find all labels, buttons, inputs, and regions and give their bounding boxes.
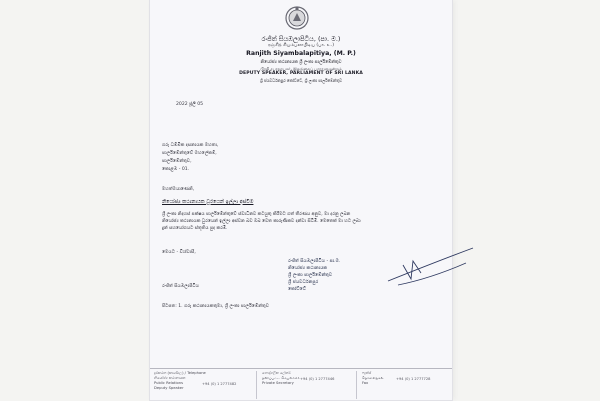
- letter-body: ශ්‍රී ලංකා නිදහස් පක්ෂය පාර්ලිමේන්තුවේ ස්වාධීනව කටයුතු කිරීමට ගත් තීරණය අනුව, මා දරනු ලබන නියෝජ්‍ය කථානායක ධුරයෙන් ඉල්ලා අස්වන බව ඔබ වෙත කාරුණිකව දන්වා සිටිමි. මෙතෙක් මා හට ලබා දුන් සහයෝගයට ස්තූතිය පුද කරමි.: [162, 212, 361, 231]
- footer-divider: [256, 371, 257, 399]
- footer-label: Deputy Speaker: [154, 386, 184, 390]
- salutation: මහත්මයාණෙනි,: [162, 187, 195, 192]
- footer-label: දුරකථන (කාර්යාල) / Telephone: [154, 371, 206, 375]
- recipient-line: පාර්ලිමේන්තුවේ මහලේකම්,: [162, 151, 217, 156]
- footer-label: Public Relations: [154, 381, 184, 385]
- letterhead-name-tamil: ரஞ்சித் சியம்பலாபிடிய (பா. உ.): [267, 43, 335, 48]
- cc-line: පිටපත: 1. ගරු කථානායකතුමා, ශ්‍රී ලංකා පාර්ලිමේන්තුව: [162, 304, 269, 309]
- letterhead-name-sinhala: රංජිත් සියඹලාපිටිය, (පා. ම.): [261, 35, 341, 43]
- recipient-line: ගරු ධම්මික දසනායක මහතා,: [162, 143, 219, 148]
- footer-divider: [356, 371, 357, 399]
- footer-phone: +94 (0) 1 2777446: [300, 377, 335, 381]
- stamp-line: ශ්‍රී ජයවර්ධනපුර: [288, 280, 319, 285]
- footer-label: தொலைநகல்: [362, 376, 384, 380]
- recipient-line: කොළඹ - 01.: [162, 167, 190, 172]
- footer-label: පෞද්ගලික ලේකම්: [262, 371, 291, 375]
- letterhead-address: ශ්‍රී ජයවර්ධනපුර කෝට්ටේ, ශ්‍රී ලංකා පාර්ලිමේන්තුව: [259, 78, 343, 83]
- footer-phone: +94 (0) 1 2777482: [202, 382, 237, 386]
- closing: මෙයට - විශ්වාසී,: [162, 250, 196, 255]
- letter-subject: නියෝජ්‍ය කථානායක ධුරයෙන් ඉල්ලා අස්වීම: [162, 199, 254, 205]
- footer-label: ෆැක්ස්: [362, 371, 372, 375]
- letter-footer: [150, 368, 452, 401]
- footer-phone: +94 (0) 1 2777728: [396, 377, 431, 381]
- handwritten-signature-icon: [368, 243, 478, 293]
- recipient-line: පාර්ලිමේන්තුව,: [162, 159, 192, 164]
- stamp-line: කෝට්ටේ: [288, 287, 307, 292]
- footer-label: නියෝජ්‍ය කථානායක: [154, 376, 186, 380]
- sri-lanka-emblem-icon: [284, 4, 310, 32]
- footer-label: Private Secretary: [262, 381, 294, 385]
- letterhead-name-english: Ranjith Siyambalapitiya, (M. P.): [246, 50, 356, 57]
- footer-column: [362, 371, 384, 386]
- stamp-line: ශ්‍රී ලංකා පාර්ලිමේන්තුව: [288, 273, 333, 278]
- letter-date: 2022 ජූලි 05: [176, 102, 204, 107]
- stamp-line: නියෝජ්‍ය කථානායක: [288, 266, 328, 271]
- footer-label: தனிப்பட்ட செயலாளர்: [262, 376, 300, 380]
- footer-column: [262, 371, 300, 386]
- letterhead-title-english: DEPUTY SPEAKER, PARLIAMENT OF SRI LANKA: [239, 71, 363, 76]
- letterhead-title-tamil: பிரதி சபாநாயகர், இலங்கைப் பாராளுமன்றம்: [260, 66, 342, 71]
- stamp-line: රංජිත් සියඹලාපිටිය - පා.ම.: [288, 259, 341, 264]
- footer-label: Fax: [362, 381, 369, 385]
- signatory-name: රංජිත් සියඹලාපිටිය: [162, 284, 199, 289]
- letter-page: [150, 0, 452, 400]
- letterhead-title-sinhala: නියෝජ්‍ය කථානායක ශ්‍රී ලංකා පාර්ලිමේන්තුව: [260, 60, 342, 65]
- footer-column: [154, 371, 206, 391]
